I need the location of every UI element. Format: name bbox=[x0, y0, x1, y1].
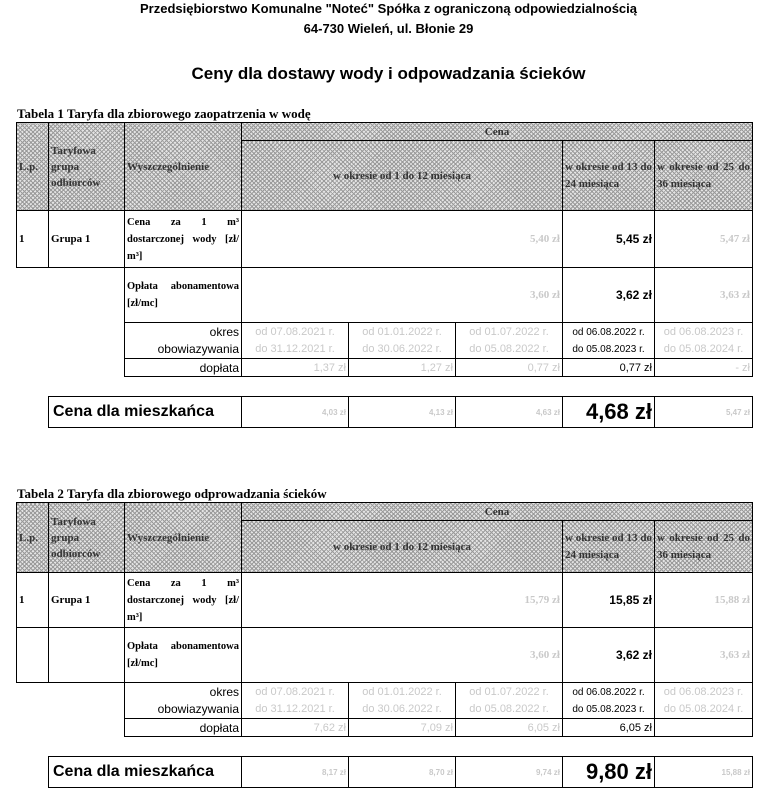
table1-caption: Tabela 1 Taryfa dla zbiorowego zaopatrzenia w wodę bbox=[17, 106, 311, 121]
table-header-row bbox=[17, 123, 753, 141]
period-to: do 05.08.2024 r. bbox=[663, 702, 744, 715]
table-row-doplata bbox=[17, 719, 753, 737]
obowiazywania-text: obowiazywania bbox=[157, 701, 239, 716]
period-3 bbox=[456, 323, 563, 359]
row-label-oplata: Opłata abonamentowa [zł/mc] bbox=[125, 268, 242, 323]
period-from: od 01.07.2022 r. bbox=[469, 325, 549, 338]
cena-mieszkanca-value: 5,47 zł bbox=[655, 397, 753, 428]
period-5 bbox=[655, 683, 753, 719]
cena-mieszkanca-value: 4,13 zł bbox=[349, 397, 456, 428]
oplata-period2: 3,62 zł bbox=[563, 628, 655, 683]
cena-mieszkanca-current: 4,68 zł bbox=[563, 397, 655, 428]
table-row-doplata bbox=[17, 359, 753, 377]
col-group-header: Taryfowa grupa odbiorców bbox=[49, 503, 125, 573]
period-from: od 06.08.2023 r. bbox=[663, 325, 744, 338]
table-row-cena-mieszkanca bbox=[17, 397, 753, 428]
doplata-value: - zł bbox=[655, 359, 753, 377]
period-from: od 01.07.2022 r. bbox=[469, 685, 549, 698]
okres-text: okres bbox=[209, 684, 239, 699]
company-address: 64-730 Wieleń, ul. Błonie 29 bbox=[303, 21, 474, 36]
period-1 bbox=[242, 323, 349, 359]
period-from: od 07.08.2021 r. bbox=[255, 325, 335, 338]
table2-caption: Tabela 2 Taryfa dla zbiorowego odprowadzania ścieków bbox=[17, 486, 327, 501]
table2 bbox=[16, 502, 753, 788]
row-group: Grupa 1 bbox=[49, 573, 125, 628]
table-row-periods bbox=[17, 683, 753, 719]
period-from: od 07.08.2021 r. bbox=[255, 685, 335, 698]
col-period3-header: w okresie od 25 do 36 miesiąca bbox=[655, 141, 753, 211]
period-3 bbox=[456, 683, 563, 719]
col-period2-header: w okresie od 13 do 24 miesiąca bbox=[563, 521, 655, 573]
period-from: od 06.08.2022 r. bbox=[572, 326, 645, 338]
period-1 bbox=[242, 683, 349, 719]
table-header-row bbox=[17, 503, 753, 521]
col-lp-header: L.p. bbox=[17, 123, 49, 211]
period-to: do 31.12.2021 r. bbox=[255, 342, 335, 355]
doplata-value: 0,77 zł bbox=[563, 359, 655, 377]
doplata-value: 6,05 zł bbox=[563, 719, 655, 737]
cena-period2: 15,85 zł bbox=[563, 573, 655, 628]
oplata-period1: 3,60 zł bbox=[242, 628, 563, 683]
period-to: do 30.06.2022 r. bbox=[362, 702, 442, 715]
table-row-cena-mieszkanca bbox=[17, 757, 753, 788]
table1 bbox=[16, 122, 753, 428]
okres-label bbox=[125, 683, 242, 719]
cena-period1: 15,79 zł bbox=[242, 573, 563, 628]
cena-mieszkanca-value: 4,63 zł bbox=[456, 397, 563, 428]
doplata-label: dopłata bbox=[125, 719, 242, 737]
col-lp-header: L.p. bbox=[17, 503, 49, 573]
page-title: Ceny dla dostawy wody i odpowadzania ścieków bbox=[191, 64, 586, 83]
row-group: Grupa 1 bbox=[49, 211, 125, 268]
col-item-header: Wyszczególnienie bbox=[125, 503, 242, 573]
col-period2-header: w okresie od 13 do 24 miesiąca bbox=[563, 141, 655, 211]
col-period3-header: w okresie od 25 do 36 miesiąca bbox=[655, 521, 753, 573]
period-to: do 05.08.2024 r. bbox=[663, 342, 744, 355]
period-from: od 01.01.2022 r. bbox=[362, 325, 442, 338]
cena-period2: 5,45 zł bbox=[563, 211, 655, 268]
cena-mieszkanca-label: Cena dla mieszkańca bbox=[49, 757, 242, 788]
row-label-cena-wody: Cena za 1 m³ dostarczonej wody [zł/ m³] bbox=[125, 573, 242, 628]
col-item-header: Wyszczególnienie bbox=[125, 123, 242, 211]
doplata-value: 0,77 zł bbox=[456, 359, 563, 377]
cena-mieszkanca-value: 9,74 zł bbox=[456, 757, 563, 788]
period-4 bbox=[563, 323, 655, 359]
period-4 bbox=[563, 683, 655, 719]
row-label-cena-wody: Cena za 1 m³ dostarczonej wody [zł/ m³] bbox=[125, 211, 242, 268]
table-row bbox=[17, 268, 753, 323]
period-to: do 31.12.2021 r. bbox=[255, 702, 335, 715]
period-to: do 30.06.2022 r. bbox=[362, 342, 442, 355]
oplata-period3: 3,63 zł bbox=[655, 268, 753, 323]
row-label-oplata: Opłata abonamentowa [zł/mc] bbox=[125, 628, 242, 683]
col-cena-header: Cena bbox=[242, 503, 753, 521]
okres-text: okres bbox=[209, 324, 239, 339]
period-2 bbox=[349, 323, 456, 359]
period-from: od 06.08.2022 r. bbox=[572, 686, 645, 698]
oplata-period1: 3,60 zł bbox=[242, 268, 563, 323]
doplata-label: dopłata bbox=[125, 359, 242, 377]
doplata-value: 6,05 zł bbox=[456, 719, 563, 737]
period-to: do 05.08.2022 r. bbox=[469, 702, 549, 715]
cena-mieszkanca-value: 8,70 zł bbox=[349, 757, 456, 788]
company-name: Przedsiębiorstwo Komunalne "Noteć" Spółka z ograniczoną odpowiedzialnością bbox=[139, 1, 638, 16]
cena-mieszkanca-value: 8,17 zł bbox=[242, 757, 349, 788]
table-row-periods bbox=[17, 323, 753, 359]
period-from: od 01.01.2022 r. bbox=[362, 685, 442, 698]
col-group-header: Taryfowa grupa odbiorców bbox=[49, 123, 125, 211]
doplata-value: 1,37 zł bbox=[242, 359, 349, 377]
cena-mieszkanca-value: 15,88 zł bbox=[655, 757, 753, 788]
row-lp: 1 bbox=[17, 573, 49, 628]
okres-label bbox=[125, 323, 242, 359]
cena-period3: 15,88 zł bbox=[655, 573, 753, 628]
cena-period1: 5,40 zł bbox=[242, 211, 563, 268]
table-row bbox=[17, 573, 753, 628]
period-5 bbox=[655, 323, 753, 359]
obowiazywania-text: obowiazywania bbox=[157, 341, 239, 356]
cena-mieszkanca-value: 4,03 zł bbox=[242, 397, 349, 428]
doplata-value bbox=[655, 719, 753, 737]
cena-mieszkanca-current: 9,80 zł bbox=[563, 757, 655, 788]
doplata-value: 1,27 zł bbox=[349, 359, 456, 377]
table-row bbox=[17, 628, 753, 683]
row-lp: 1 bbox=[17, 211, 49, 268]
col-period1-header: w okresie od 1 do 12 miesiąca bbox=[242, 521, 563, 573]
table-row bbox=[17, 211, 753, 268]
doplata-value: 7,09 zł bbox=[349, 719, 456, 737]
period-to: do 05.08.2023 r. bbox=[572, 343, 645, 355]
period-to: do 05.08.2023 r. bbox=[572, 703, 645, 715]
oplata-period3: 3,63 zł bbox=[655, 628, 753, 683]
col-period1-header: w okresie od 1 do 12 miesiąca bbox=[242, 141, 563, 211]
period-to: do 05.08.2022 r. bbox=[469, 342, 549, 355]
cena-mieszkanca-label: Cena dla mieszkańca bbox=[49, 397, 242, 428]
oplata-period2: 3,62 zł bbox=[563, 268, 655, 323]
col-cena-header: Cena bbox=[242, 123, 753, 141]
cena-period3: 5,47 zł bbox=[655, 211, 753, 268]
period-2 bbox=[349, 683, 456, 719]
doplata-value: 7,62 zł bbox=[242, 719, 349, 737]
period-from: od 06.08.2023 r. bbox=[663, 685, 744, 698]
